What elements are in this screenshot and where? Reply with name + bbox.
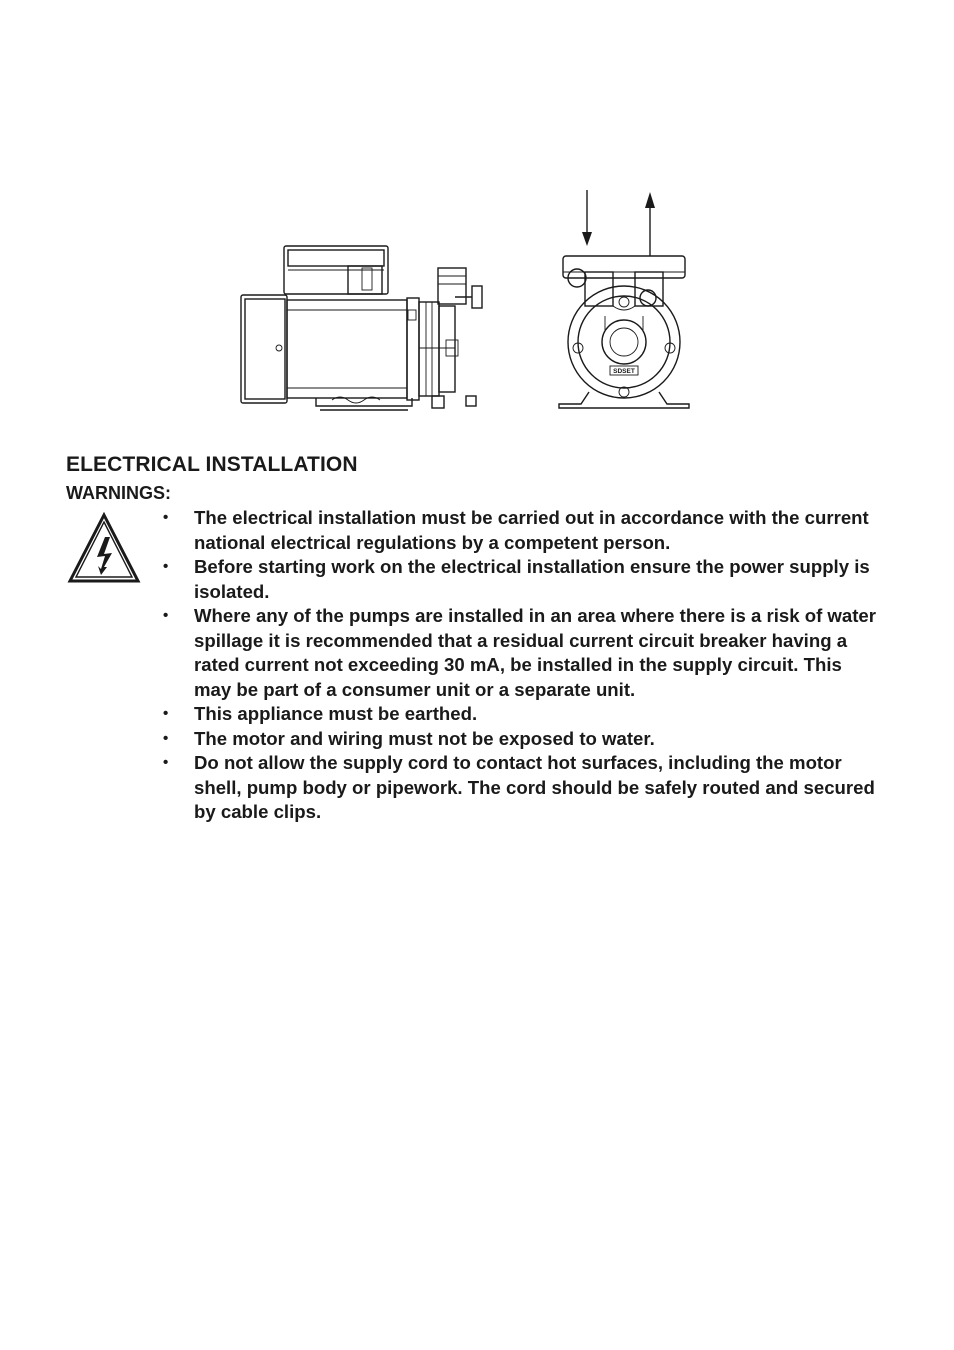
list-item — [160, 604, 880, 702]
list-item — [160, 727, 880, 752]
warning-text: Do not allow the supply cord to contact hot surfaces, including the motor shell, pump body or pipework. The cord should be safely routed and secured by cable clips. — [194, 752, 875, 822]
section-title: ELECTRICAL INSTALLATION — [66, 453, 358, 476]
list-item — [160, 751, 880, 825]
warning-text: Where any of the pumps are installed in an area where there is a risk of water spillage it is recommended that a residual current circuit breaker having a rated current not exceeding 30 mA, be installed in the supply circuit. This may be part of a consumer unit or a separate unit. — [194, 605, 876, 700]
pump-front-view-drawing — [555, 186, 695, 412]
bullet-icon: • — [163, 705, 169, 722]
list-item — [160, 555, 880, 604]
warning-text: The electrical installation must be carried out in accordance with the current national electrical regulations by a competent person. — [194, 507, 869, 553]
warning-text: The motor and wiring must not be exposed to water. — [194, 727, 655, 749]
bullet-icon: • — [163, 607, 169, 624]
warning-text: Before starting work on the electrical installation ensure the power supply is isolated. — [194, 556, 870, 602]
warning-text: This appliance must be earthed. — [194, 703, 478, 724]
electrical-hazard-icon — [67, 511, 141, 585]
list-item — [160, 506, 880, 555]
warnings-label: WARNINGS: — [66, 483, 171, 503]
pump-side-view-drawing — [236, 240, 492, 412]
list-item — [160, 702, 880, 727]
bullet-icon: • — [163, 509, 169, 526]
pump-badge-text: SDSET — [613, 368, 635, 375]
warnings-list — [160, 506, 880, 825]
bullet-icon: • — [163, 558, 169, 575]
bullet-icon: • — [163, 754, 169, 771]
bullet-icon: • — [163, 729, 169, 747]
